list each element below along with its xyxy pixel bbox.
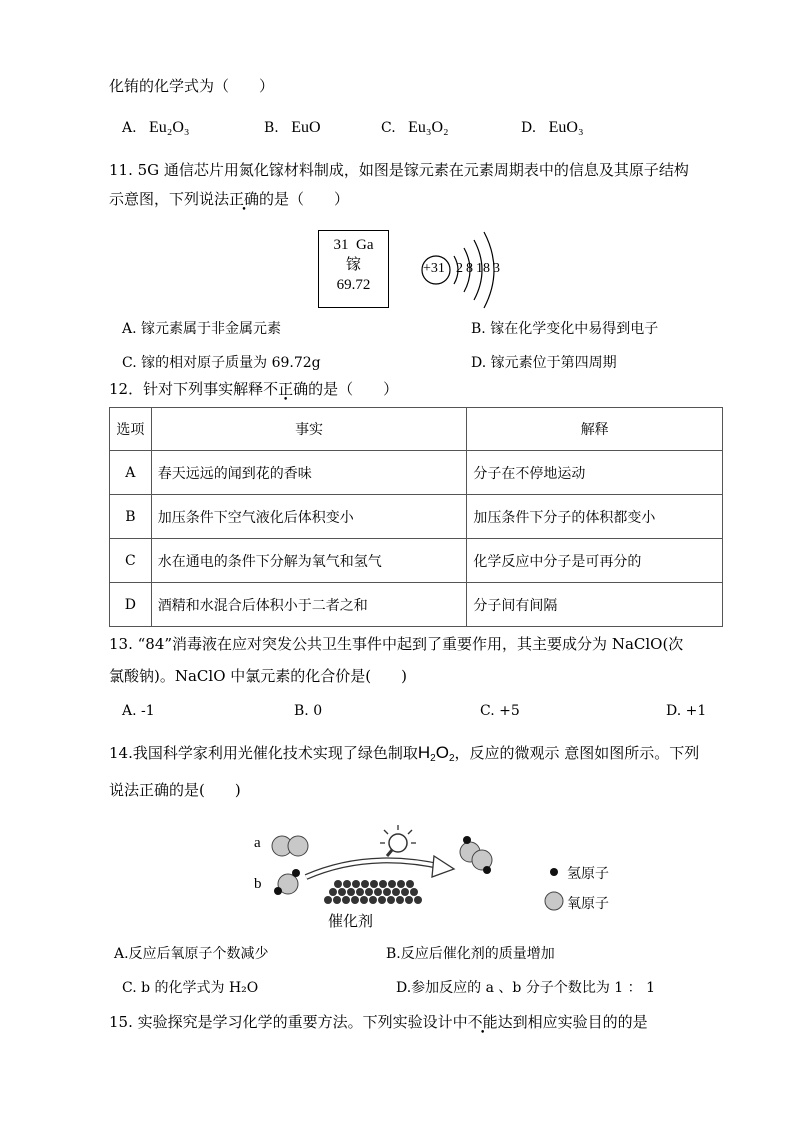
option-letter: A.	[122, 120, 137, 136]
row-fact: 加压条件下空气液化后体积变小	[151, 495, 467, 539]
option-formula: EuO	[291, 119, 321, 136]
q14-stem-line2: 说法正确的是( )	[109, 781, 241, 799]
molecule-a-label: a	[254, 835, 261, 851]
catalyst-label: 催化剂	[328, 912, 374, 930]
q11-option-a: A. 镓元素属于非金属元素	[122, 321, 282, 337]
q10-option-d	[521, 118, 584, 138]
row-letter: B	[110, 495, 152, 539]
fact-explanation-table	[109, 407, 723, 627]
q11-option-b: B. 镓在化学变化中易得到电子	[471, 321, 659, 337]
q15-stem: 15. 实验探究是学习化学的重要方法。下列实验设计中不能达到相应实验目的的是	[109, 1013, 648, 1031]
element-name: 镓	[345, 257, 361, 273]
periodic-table-cell	[318, 230, 389, 308]
shell-1-electrons: 2	[456, 261, 463, 276]
q11-stem-line1: 11. 5G 通信芯片用氮化镓材料制成，如图是镓元素在元素周期表中的信息及其原子结构	[109, 161, 689, 179]
q13-stem-line1: 13. “84”消毒液在应对突发公共卫生事件中起到了重要作用，其主要成分为 NaClO(次	[109, 635, 684, 653]
shell-4-electrons: 3	[493, 261, 500, 276]
row-fact: 酒精和水混合后体积小于二者之和	[151, 583, 467, 627]
q13-option-b: B. 0	[294, 703, 323, 719]
q14-option-b: B.反应后催化剂的质量增加	[386, 946, 555, 962]
atomic-mass: 69.72	[336, 277, 371, 293]
row-fact: 春天远远的闻到花的香味	[151, 451, 467, 495]
atomic-number: 31	[333, 237, 349, 253]
row-explanation: 加压条件下分子的体积都变小	[467, 495, 723, 539]
row-explanation: 化学反应中分子是可再分的	[467, 539, 723, 583]
q11-option-c: C. 镓的相对原子质量为 69.72g	[122, 355, 321, 371]
row-explanation: 分子在不停地运动	[467, 451, 723, 495]
emphasis-word: 不正确	[263, 380, 309, 398]
legend-hydrogen-label: 氢原子	[567, 866, 609, 882]
emphasis-word: 不能	[467, 1013, 498, 1031]
element-symbol: Ga	[356, 237, 374, 253]
option-letter: D.	[521, 120, 537, 136]
header-option: 选项	[110, 408, 152, 451]
q10-option-b	[264, 118, 321, 138]
formula-h2o2: $H_2O_2$	[417, 743, 455, 764]
q14-option-c: C. b 的化学式为 H₂O	[122, 980, 259, 996]
q12-stem: 12．针对下列事实解释不正确的是（ ）	[109, 380, 399, 398]
q14-option-d: D.参加反应的 a 、b 分子个数比为 1 ： 1	[396, 980, 655, 996]
q11-stem-line2: 示意图，下列说法正确的是（ ）	[109, 190, 350, 208]
legend-oxygen-label: 氧原子	[567, 896, 609, 912]
option-formula: EuO₃	[548, 119, 584, 136]
row-letter: A	[110, 451, 152, 495]
table-row	[110, 451, 723, 495]
q13-option-d: D. +1	[666, 703, 707, 719]
option-formula: Eu₃O₂	[408, 119, 449, 136]
table-row	[110, 583, 723, 627]
q10-stem-tail: 化铕的化学式为（ ）	[109, 77, 275, 95]
row-fact: 水在通电的条件下分解为氧气和氢气	[151, 539, 467, 583]
q13-stem-line2: 氯酸钠)。NaClO 中氯元素的化合价是( )	[109, 667, 407, 685]
q10-option-c	[381, 118, 449, 138]
row-letter: C	[110, 539, 152, 583]
row-explanation: 分子间有间隔	[467, 583, 723, 627]
table-row	[110, 539, 723, 583]
row-letter: D	[110, 583, 152, 627]
option-formula: Eu₂O₃	[149, 119, 190, 136]
option-letter: C.	[381, 120, 396, 136]
q14-stem-line1: 14.我国科学家利用光催化技术实现了绿色制取$H_2O_2$，反应的微观示 意图如图所示。下列	[109, 743, 700, 764]
shell-2-electrons: 8	[466, 261, 473, 276]
q13-option-c: C. +5	[480, 703, 520, 719]
q14-option-a: A.反应后氧原子个数减少	[114, 946, 269, 962]
table-header-row	[110, 408, 723, 451]
q10-option-a	[122, 118, 190, 138]
option-letter: B.	[264, 120, 279, 136]
q11-option-d: D. 镓元素位于第四周期	[471, 355, 617, 371]
q13-option-a: A. -1	[122, 703, 155, 719]
header-fact: 事实	[151, 408, 467, 451]
emphasis-word: 正确	[229, 190, 260, 208]
light-bulb-icon	[380, 825, 416, 856]
nucleus-charge: +31	[423, 261, 445, 276]
molecule-b-label: b	[254, 876, 262, 892]
table-row	[110, 495, 723, 539]
shell-3-electrons: 18	[476, 261, 490, 276]
header-explanation: 解释	[467, 408, 723, 451]
